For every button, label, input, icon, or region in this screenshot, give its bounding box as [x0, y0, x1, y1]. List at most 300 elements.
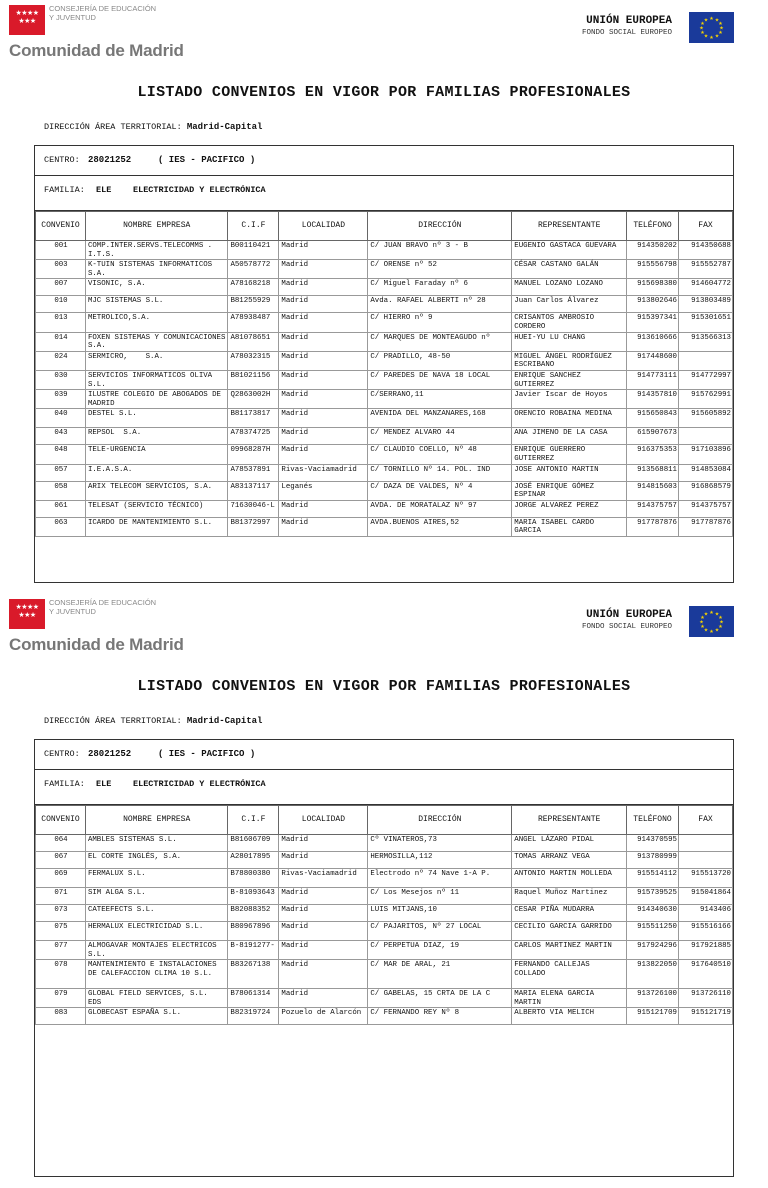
cell-telefono: 917448600 — [627, 351, 679, 370]
cell-cif: A28017895 — [228, 852, 279, 869]
logo-dept-line2: Y JUVENTUD — [49, 606, 96, 616]
cell-telefono: 914773111 — [627, 370, 679, 389]
cell-representante: MANUEL LOZANO LOZANO — [512, 279, 627, 296]
cell-localidad: Madrid — [279, 351, 368, 370]
cell-direccion: C/ DAZA DE VALDES, Nº 4 — [368, 481, 512, 500]
cell-telefono: 913780999 — [627, 852, 679, 869]
table-header-row — [36, 212, 733, 241]
cell-direccion: C/ FERNANDO REY Nº 8 — [368, 1008, 512, 1025]
centro-label: CENTRO: — [44, 749, 80, 759]
cell-cif: B78061314 — [228, 989, 279, 1008]
cell-localidad: Madrid — [279, 888, 368, 905]
svg-text:★: ★ — [718, 624, 723, 630]
cell-empresa: I.E.A.S.A. — [85, 464, 228, 481]
cell-convenio: 003 — [36, 260, 86, 279]
cell-empresa: REPSOL S.A. — [85, 428, 228, 445]
cell-convenio: 069 — [36, 869, 86, 888]
svg-text:★: ★ — [709, 610, 714, 616]
cell-direccion: AVDA.BUENOS AIRES,52 — [368, 517, 512, 536]
cell-convenio: 030 — [36, 370, 86, 389]
col-representante: REPRESENTANTE — [512, 212, 627, 241]
svg-text:★: ★ — [714, 611, 720, 618]
cell-telefono: 914370595 — [627, 835, 679, 852]
cell-convenio: 043 — [36, 428, 86, 445]
cell-convenio: 010 — [36, 296, 86, 313]
listing-frame — [34, 145, 734, 583]
table-row — [36, 428, 733, 445]
col-convenio: CONVENIO — [36, 806, 86, 835]
col-nombre-empresa: NOMBRE EMPRESA — [85, 212, 228, 241]
cell-empresa: FERMALUX S.L. — [85, 869, 227, 888]
col-telefono: TELÉFONO — [627, 806, 679, 835]
dat-label: DIRECCIÓN ÁREA TERRITORIAL: — [44, 716, 182, 726]
cell-telefono: 915511250 — [627, 922, 679, 941]
table-row — [36, 351, 733, 370]
cell-representante: CÉSAR CASTANO GALÁN — [512, 260, 627, 279]
cell-convenio: 071 — [36, 888, 86, 905]
cell-empresa: TELE-URGENCIA — [85, 445, 228, 464]
cell-direccion: LUIS MITJANS,10 — [368, 905, 512, 922]
cell-fax: 915121719 — [678, 1008, 732, 1025]
cell-fax: 914604772 — [679, 279, 733, 296]
cell-representante: Raquel Muñoz Martinez — [512, 888, 627, 905]
cell-telefono: 914357810 — [627, 390, 679, 409]
cell-cif: A78032315 — [228, 351, 279, 370]
table-row — [36, 241, 733, 260]
cell-convenio: 024 — [36, 351, 86, 370]
cell-localidad: Madrid — [279, 296, 368, 313]
familia-code: ELE — [96, 185, 112, 195]
cell-convenio: 078 — [36, 960, 86, 989]
cell-fax: 914772997 — [679, 370, 733, 389]
logo-org-name: Comunidad de Madrid — [9, 635, 184, 654]
logo-dept-line2: Y JUVENTUD — [49, 12, 96, 22]
col-direccion: DIRECCIÓN — [368, 212, 512, 241]
familia-name: ELECTRICIDAD Y ELECTRÓNICA — [133, 779, 266, 789]
cell-cif: B82088352 — [228, 905, 279, 922]
cell-empresa: METROLICO,S.A. — [85, 313, 228, 332]
cell-direccion: C/ Miguel Faraday nº 6 — [368, 279, 512, 296]
cell-localidad: Madrid — [279, 313, 368, 332]
cell-fax: 917787876 — [679, 517, 733, 536]
cell-cif: B81255929 — [228, 296, 279, 313]
table-row — [36, 517, 733, 536]
cell-direccion: C/ PAREDES DE NAVA 18 LOCAL — [368, 370, 512, 389]
cell-fax: 915552787 — [679, 260, 733, 279]
eu-flag-icon — [689, 606, 734, 637]
table-row — [36, 279, 733, 296]
cell-telefono: 915397341 — [627, 313, 679, 332]
cell-empresa: EL CORTE INGLÉS, S.A. — [85, 852, 227, 869]
cell-convenio: 040 — [36, 409, 86, 428]
cell-localidad: Madrid — [279, 332, 368, 351]
cell-convenio: 061 — [36, 500, 86, 517]
cell-fax: 915762991 — [679, 390, 733, 409]
cell-localidad: Madrid — [279, 835, 368, 852]
eu-subtitle: FONDO SOCIAL EUROPEO — [581, 29, 672, 37]
cell-localidad: Rivas-Vaciamadrid — [279, 869, 368, 888]
col-telefono: TELÉFONO — [627, 212, 679, 241]
cell-direccion: C/ Los Mesejos nº 11 — [368, 888, 512, 905]
cell-representante: JOSÉ ENRIQUE GÓMEZ ESPINAR — [512, 481, 627, 500]
cell-localidad: Madrid — [279, 941, 368, 960]
cell-cif: B-8191277- — [228, 941, 279, 960]
cell-localidad: Leganés — [279, 481, 368, 500]
table-row — [36, 332, 733, 351]
cell-representante: MARIA ELENA GARCIA MARTIN — [512, 989, 627, 1008]
cell-convenio: 013 — [36, 313, 86, 332]
cell-cif: A78374725 — [228, 428, 279, 445]
cell-direccion: C/ HIERRO nº 9 — [368, 313, 512, 332]
table-row — [36, 390, 733, 409]
table-row — [36, 922, 733, 941]
svg-text:★: ★ — [700, 30, 705, 36]
table-row — [36, 852, 733, 869]
cell-cif: B82319724 — [228, 1008, 279, 1025]
cell-localidad: Madrid — [279, 989, 368, 1008]
cell-representante: MARIA ISABEL CARDO GARCIA — [512, 517, 627, 536]
svg-text:★: ★ — [709, 16, 714, 22]
svg-text:★: ★ — [718, 615, 723, 621]
cell-cif: A78938487 — [228, 313, 279, 332]
table-row — [36, 960, 733, 989]
svg-text:★: ★ — [718, 30, 723, 36]
svg-text:★: ★ — [699, 25, 704, 32]
cell-representante: ANTONIO MARTIN MOLLEDA — [512, 869, 627, 888]
cell-direccion: Cº VINATEROS,73 — [368, 835, 512, 852]
cell-fax: 917103896 — [679, 445, 733, 464]
cell-fax — [679, 428, 733, 445]
cell-fax: 915041864 — [678, 888, 732, 905]
cell-fax — [678, 852, 732, 869]
cell-fax: 914350688 — [679, 241, 733, 260]
cell-localidad: Madrid — [279, 517, 368, 536]
cell-empresa: SERMICRO, S.A. — [85, 351, 228, 370]
cell-fax — [678, 835, 732, 852]
logo-stars: ★★★★ ★★★ — [15, 603, 39, 619]
cell-direccion: C/ JUAN BRAVO nº 3 - B — [368, 241, 512, 260]
table-row — [36, 313, 733, 332]
familia-label: FAMILIA: — [44, 779, 85, 789]
cell-localidad: Pozuelo de Alarcón — [279, 1008, 368, 1025]
svg-text:★: ★ — [700, 21, 705, 27]
table-row — [36, 1008, 733, 1025]
familia-label: FAMILIA: — [44, 185, 85, 195]
table-body — [36, 835, 733, 1025]
eu-subtitle: FONDO SOCIAL EUROPEO — [581, 623, 672, 631]
cell-cif: A81078651 — [228, 332, 279, 351]
cell-representante: ORENCIO ROBAINA MEDINA — [512, 409, 627, 428]
table-row — [36, 835, 733, 852]
cell-representante: Javier Iscar de Hoyos — [512, 390, 627, 409]
table-row — [36, 409, 733, 428]
cell-representante: CECILIO GARCIA GARRIDO — [512, 922, 627, 941]
cell-localidad: Madrid — [279, 241, 368, 260]
cell-direccion: Avda. RAFAEL ALBERTI nº 28 — [368, 296, 512, 313]
centro-label: CENTRO: — [44, 155, 80, 165]
cell-direccion: C/SERRANO,11 — [368, 390, 512, 409]
cell-fax: 916868579 — [679, 481, 733, 500]
familia-row — [35, 176, 733, 211]
table-row — [36, 500, 733, 517]
cell-convenio: 063 — [36, 517, 86, 536]
cell-cif: A83137117 — [228, 481, 279, 500]
cell-localidad: Madrid — [279, 428, 368, 445]
logo-dept-line1: CONSEJERÍA DE EDUCACIÓN — [49, 598, 157, 607]
cell-empresa: ARIX TELECOM SERVICIOS, S.A. — [85, 481, 228, 500]
cell-telefono: 916375353 — [627, 445, 679, 464]
svg-text:★: ★ — [703, 611, 709, 618]
cell-empresa: K-TUIN SISTEMAS INFORMATICOS S.A. — [85, 260, 228, 279]
cell-representante: FERNANDO CALLEJAS COLLADO — [512, 960, 627, 989]
cell-cif: B00110421 — [228, 241, 279, 260]
cell-empresa: ICARDO DE MANTENIMIENTO S.L. — [85, 517, 228, 536]
cell-cif: B81372997 — [228, 517, 279, 536]
cell-convenio: 083 — [36, 1008, 86, 1025]
svg-text:★: ★ — [700, 624, 705, 630]
document-title: LISTADO CONVENIOS EN VIGOR POR FAMILIAS PROFESIONALES — [137, 84, 631, 101]
cell-localidad: Madrid — [279, 260, 368, 279]
cell-direccion: AVDA. DE MORATALAZ Nº 97 — [368, 500, 512, 517]
familia-row — [35, 770, 733, 805]
table-row — [36, 260, 733, 279]
eu-flag-icon — [689, 12, 734, 43]
cell-fax: 913566313 — [679, 332, 733, 351]
cell-empresa: SIM ALGA S.L. — [85, 888, 227, 905]
cell-direccion: Electrodo nº 74 Nave 1-A P. — [368, 869, 512, 888]
cell-empresa: MANTENIMIENTO E INSTALACIONES DE CALEFACCION CLIMA 10 S.L. — [85, 960, 227, 989]
cell-representante: JOSE ANTONIO MARTIN — [512, 464, 627, 481]
table-row — [36, 464, 733, 481]
cell-telefono: 915739525 — [627, 888, 679, 905]
comunidad-madrid-logo — [9, 5, 209, 61]
cell-fax: 915301651 — [679, 313, 733, 332]
cell-direccion: HERMOSILLA,112 — [368, 852, 512, 869]
table-row — [36, 941, 733, 960]
cell-convenio: 075 — [36, 922, 86, 941]
cell-direccion: C/ MAR DE ARAL, 21 — [368, 960, 512, 989]
cell-localidad: Madrid — [279, 409, 368, 428]
cell-telefono: 914815603 — [627, 481, 679, 500]
cell-direccion: C/ ORENSE nº 52 — [368, 260, 512, 279]
document-title: LISTADO CONVENIOS EN VIGOR POR FAMILIAS PROFESIONALES — [137, 678, 631, 695]
svg-text:★: ★ — [703, 627, 709, 634]
cell-fax: 915605892 — [679, 409, 733, 428]
table-row — [36, 905, 733, 922]
cell-telefono: 913610666 — [627, 332, 679, 351]
cell-empresa: SERVICIOS INFORMATICOS OLIVA S.L. — [85, 370, 228, 389]
cell-cif: 09968287H — [228, 445, 279, 464]
cell-fax: 913803489 — [679, 296, 733, 313]
cell-fax: 917640510 — [678, 960, 732, 989]
cell-convenio: 057 — [36, 464, 86, 481]
logo-department — [49, 5, 156, 22]
cell-representante: MIGUEL ÁNGEL RODRÍGUEZ ESCRIBANO — [512, 351, 627, 370]
cell-empresa: TELESAT (SERVICIO TÉCNICO) — [85, 500, 228, 517]
cell-empresa: ALMOGAVAR MONTAJES ELECTRICOS S.L. — [85, 941, 227, 960]
cell-representante: ANA JIMENO DE LA CASA — [512, 428, 627, 445]
dat-label: DIRECCIÓN ÁREA TERRITORIAL: — [44, 122, 182, 132]
table-row — [36, 370, 733, 389]
col-direccion: DIRECCIÓN — [368, 806, 512, 835]
cell-representante: ANGEL LÁZARO PIDAL — [512, 835, 627, 852]
cell-empresa: AMBLES SISTEMAS S.L. — [85, 835, 227, 852]
cell-localidad: Madrid — [279, 279, 368, 296]
familia-name: ELECTRICIDAD Y ELECTRÓNICA — [133, 185, 266, 195]
cell-localidad: Madrid — [279, 960, 368, 989]
col-nombre-empresa: NOMBRE EMPRESA — [85, 806, 227, 835]
cell-telefono: 915650843 — [627, 409, 679, 428]
cell-empresa: ILUSTRE COLEGIO DE ABOGADOS DE MADRID — [85, 390, 228, 409]
cell-empresa: VISONIC, S.A. — [85, 279, 228, 296]
cell-empresa: GLOBAL FIELD SERVICES, S.L. EDS — [85, 989, 227, 1008]
col-convenio: CONVENIO — [36, 212, 86, 241]
cell-telefono: 915121709 — [627, 1008, 679, 1025]
territorial-area — [44, 122, 262, 132]
table-row — [36, 481, 733, 500]
centro-name: ( IES - PACIFICO ) — [158, 155, 256, 165]
cell-cif: Q2863002H — [228, 390, 279, 409]
cell-localidad: Madrid — [279, 905, 368, 922]
cell-fax: 914375757 — [679, 500, 733, 517]
cell-fax: 913726110 — [678, 989, 732, 1008]
territorial-area — [44, 716, 262, 726]
cell-representante: CARLOS MARTINEZ MARTIN — [512, 941, 627, 960]
convenios-table — [35, 805, 733, 1025]
table-row — [36, 989, 733, 1008]
cell-localidad: Madrid — [279, 922, 368, 941]
cell-fax: 914853084 — [679, 464, 733, 481]
svg-text:★: ★ — [709, 35, 714, 41]
cell-cif: B81606709 — [228, 835, 279, 852]
cell-representante: JORGE ALVAREZ PEREZ — [512, 500, 627, 517]
cell-empresa: FOXEN SISTEMAS Y COMUNICACIONES S.A. — [85, 332, 228, 351]
cell-representante: TOMAS ARRANZ VEGA — [512, 852, 627, 869]
cell-convenio: 079 — [36, 989, 86, 1008]
cell-empresa: DESTEL S.L. — [85, 409, 228, 428]
cell-direccion: C/ PERPETUA DIAZ, 19 — [368, 941, 512, 960]
cell-representante: EUGENIO GASTACA GUEVARA — [512, 241, 627, 260]
centro-row — [35, 146, 733, 176]
cell-direccion: C/ GABELAS, 15 CRTA DE LA C — [368, 989, 512, 1008]
cell-direccion: C/ PRADILLO, 48-50 — [368, 351, 512, 370]
cell-convenio: 048 — [36, 445, 86, 464]
svg-text:★: ★ — [719, 25, 724, 32]
cell-localidad: Madrid — [279, 370, 368, 389]
cell-convenio: 073 — [36, 905, 86, 922]
centro-code: 28021252 — [88, 155, 132, 165]
svg-text:★: ★ — [703, 33, 709, 40]
page-2 — [0, 594, 768, 1188]
cell-empresa: COMP.INTER.SERVS.TELECOMMS . I.T.S. — [85, 241, 228, 260]
logo-stars: ★★★★ ★★★ — [15, 9, 39, 25]
cell-direccion: AVENIDA DEL MANZANARES,168 — [368, 409, 512, 428]
cell-convenio: 064 — [36, 835, 86, 852]
svg-text:★: ★ — [714, 17, 720, 24]
table-header-row — [36, 806, 733, 835]
logo-org-name: Comunidad de Madrid — [9, 41, 184, 60]
cell-cif: B81021156 — [228, 370, 279, 389]
centro-name: ( IES - PACIFICO ) — [158, 749, 256, 759]
col-localidad: LOCALIDAD — [279, 212, 368, 241]
cell-cif: B80967896 — [228, 922, 279, 941]
cell-telefono: 913822050 — [627, 960, 679, 989]
svg-text:★: ★ — [719, 619, 724, 626]
familia-code: ELE — [96, 779, 112, 789]
svg-text:★: ★ — [714, 33, 720, 40]
svg-text:★: ★ — [709, 629, 714, 635]
cell-cif: A50578772 — [228, 260, 279, 279]
cell-fax: 915513720 — [678, 869, 732, 888]
cell-localidad: Madrid — [279, 852, 368, 869]
cell-direccion: C/ CLAUDIO COELLO, Nº 48 — [368, 445, 512, 464]
cell-telefono: 917787876 — [627, 517, 679, 536]
cell-direccion: C/ MENDEZ ALVARO 44 — [368, 428, 512, 445]
cell-representante: CRISANTOS AMBROSIO CORDERO — [512, 313, 627, 332]
cell-representante: ALBERTO VIA MELICH — [512, 1008, 627, 1025]
cell-telefono: 615907673 — [627, 428, 679, 445]
cell-telefono: 915556798 — [627, 260, 679, 279]
cell-representante: ENRIQUE SANCHEZ GUTIERREZ — [512, 370, 627, 389]
cell-representante: Juan Carlos Álvarez — [512, 296, 627, 313]
cell-fax: 9143406 — [678, 905, 732, 922]
cell-fax — [679, 351, 733, 370]
svg-text:★: ★ — [703, 17, 709, 24]
cell-direccion: C/ PAJARITOS, Nº 27 LOCAL — [368, 922, 512, 941]
svg-text:★: ★ — [700, 615, 705, 621]
svg-text:★: ★ — [718, 21, 723, 27]
cell-direccion: C/ TORNILLO Nº 14. POL. IND — [368, 464, 512, 481]
listing-frame — [34, 739, 734, 1177]
cell-telefono: 913726100 — [627, 989, 679, 1008]
eu-title: UNIÓN EUROPEA — [586, 609, 672, 621]
cell-telefono: 915698380 — [627, 279, 679, 296]
cell-convenio: 058 — [36, 481, 86, 500]
cell-cif: B78800380 — [228, 869, 279, 888]
cell-fax: 915516166 — [678, 922, 732, 941]
table-row — [36, 869, 733, 888]
svg-text:★: ★ — [714, 627, 720, 634]
col-localidad: LOCALIDAD — [279, 806, 368, 835]
cell-convenio: 039 — [36, 390, 86, 409]
cell-telefono: 914340630 — [627, 905, 679, 922]
logo-department — [49, 599, 156, 616]
cell-convenio: 067 — [36, 852, 86, 869]
convenios-table — [35, 211, 733, 537]
table-row — [36, 888, 733, 905]
dat-value: Madrid-Capital — [186, 122, 263, 132]
cell-empresa: GLOBECAST ESPAÑA S.L. — [85, 1008, 227, 1025]
cell-representante: CESAR PIÑA MUDARRA — [512, 905, 627, 922]
cell-empresa: CATEEFECTS S.L. — [85, 905, 227, 922]
table-row — [36, 296, 733, 313]
svg-text:★: ★ — [699, 619, 704, 626]
cell-convenio: 077 — [36, 941, 86, 960]
cell-convenio: 014 — [36, 332, 86, 351]
col-representante: REPRESENTANTE — [512, 806, 627, 835]
comunidad-madrid-logo — [9, 599, 209, 655]
cell-telefono: 913568811 — [627, 464, 679, 481]
centro-code: 28021252 — [88, 749, 132, 759]
cell-cif: 71630046-L — [228, 500, 279, 517]
logo-dept-line1: CONSEJERÍA DE EDUCACIÓN — [49, 4, 157, 13]
cell-convenio: 007 — [36, 279, 86, 296]
cell-localidad: Madrid — [279, 500, 368, 517]
col-cif: C.I.F — [228, 212, 279, 241]
cell-localidad: Madrid — [279, 390, 368, 409]
col-cif: C.I.F — [228, 806, 279, 835]
cell-localidad: Madrid — [279, 445, 368, 464]
